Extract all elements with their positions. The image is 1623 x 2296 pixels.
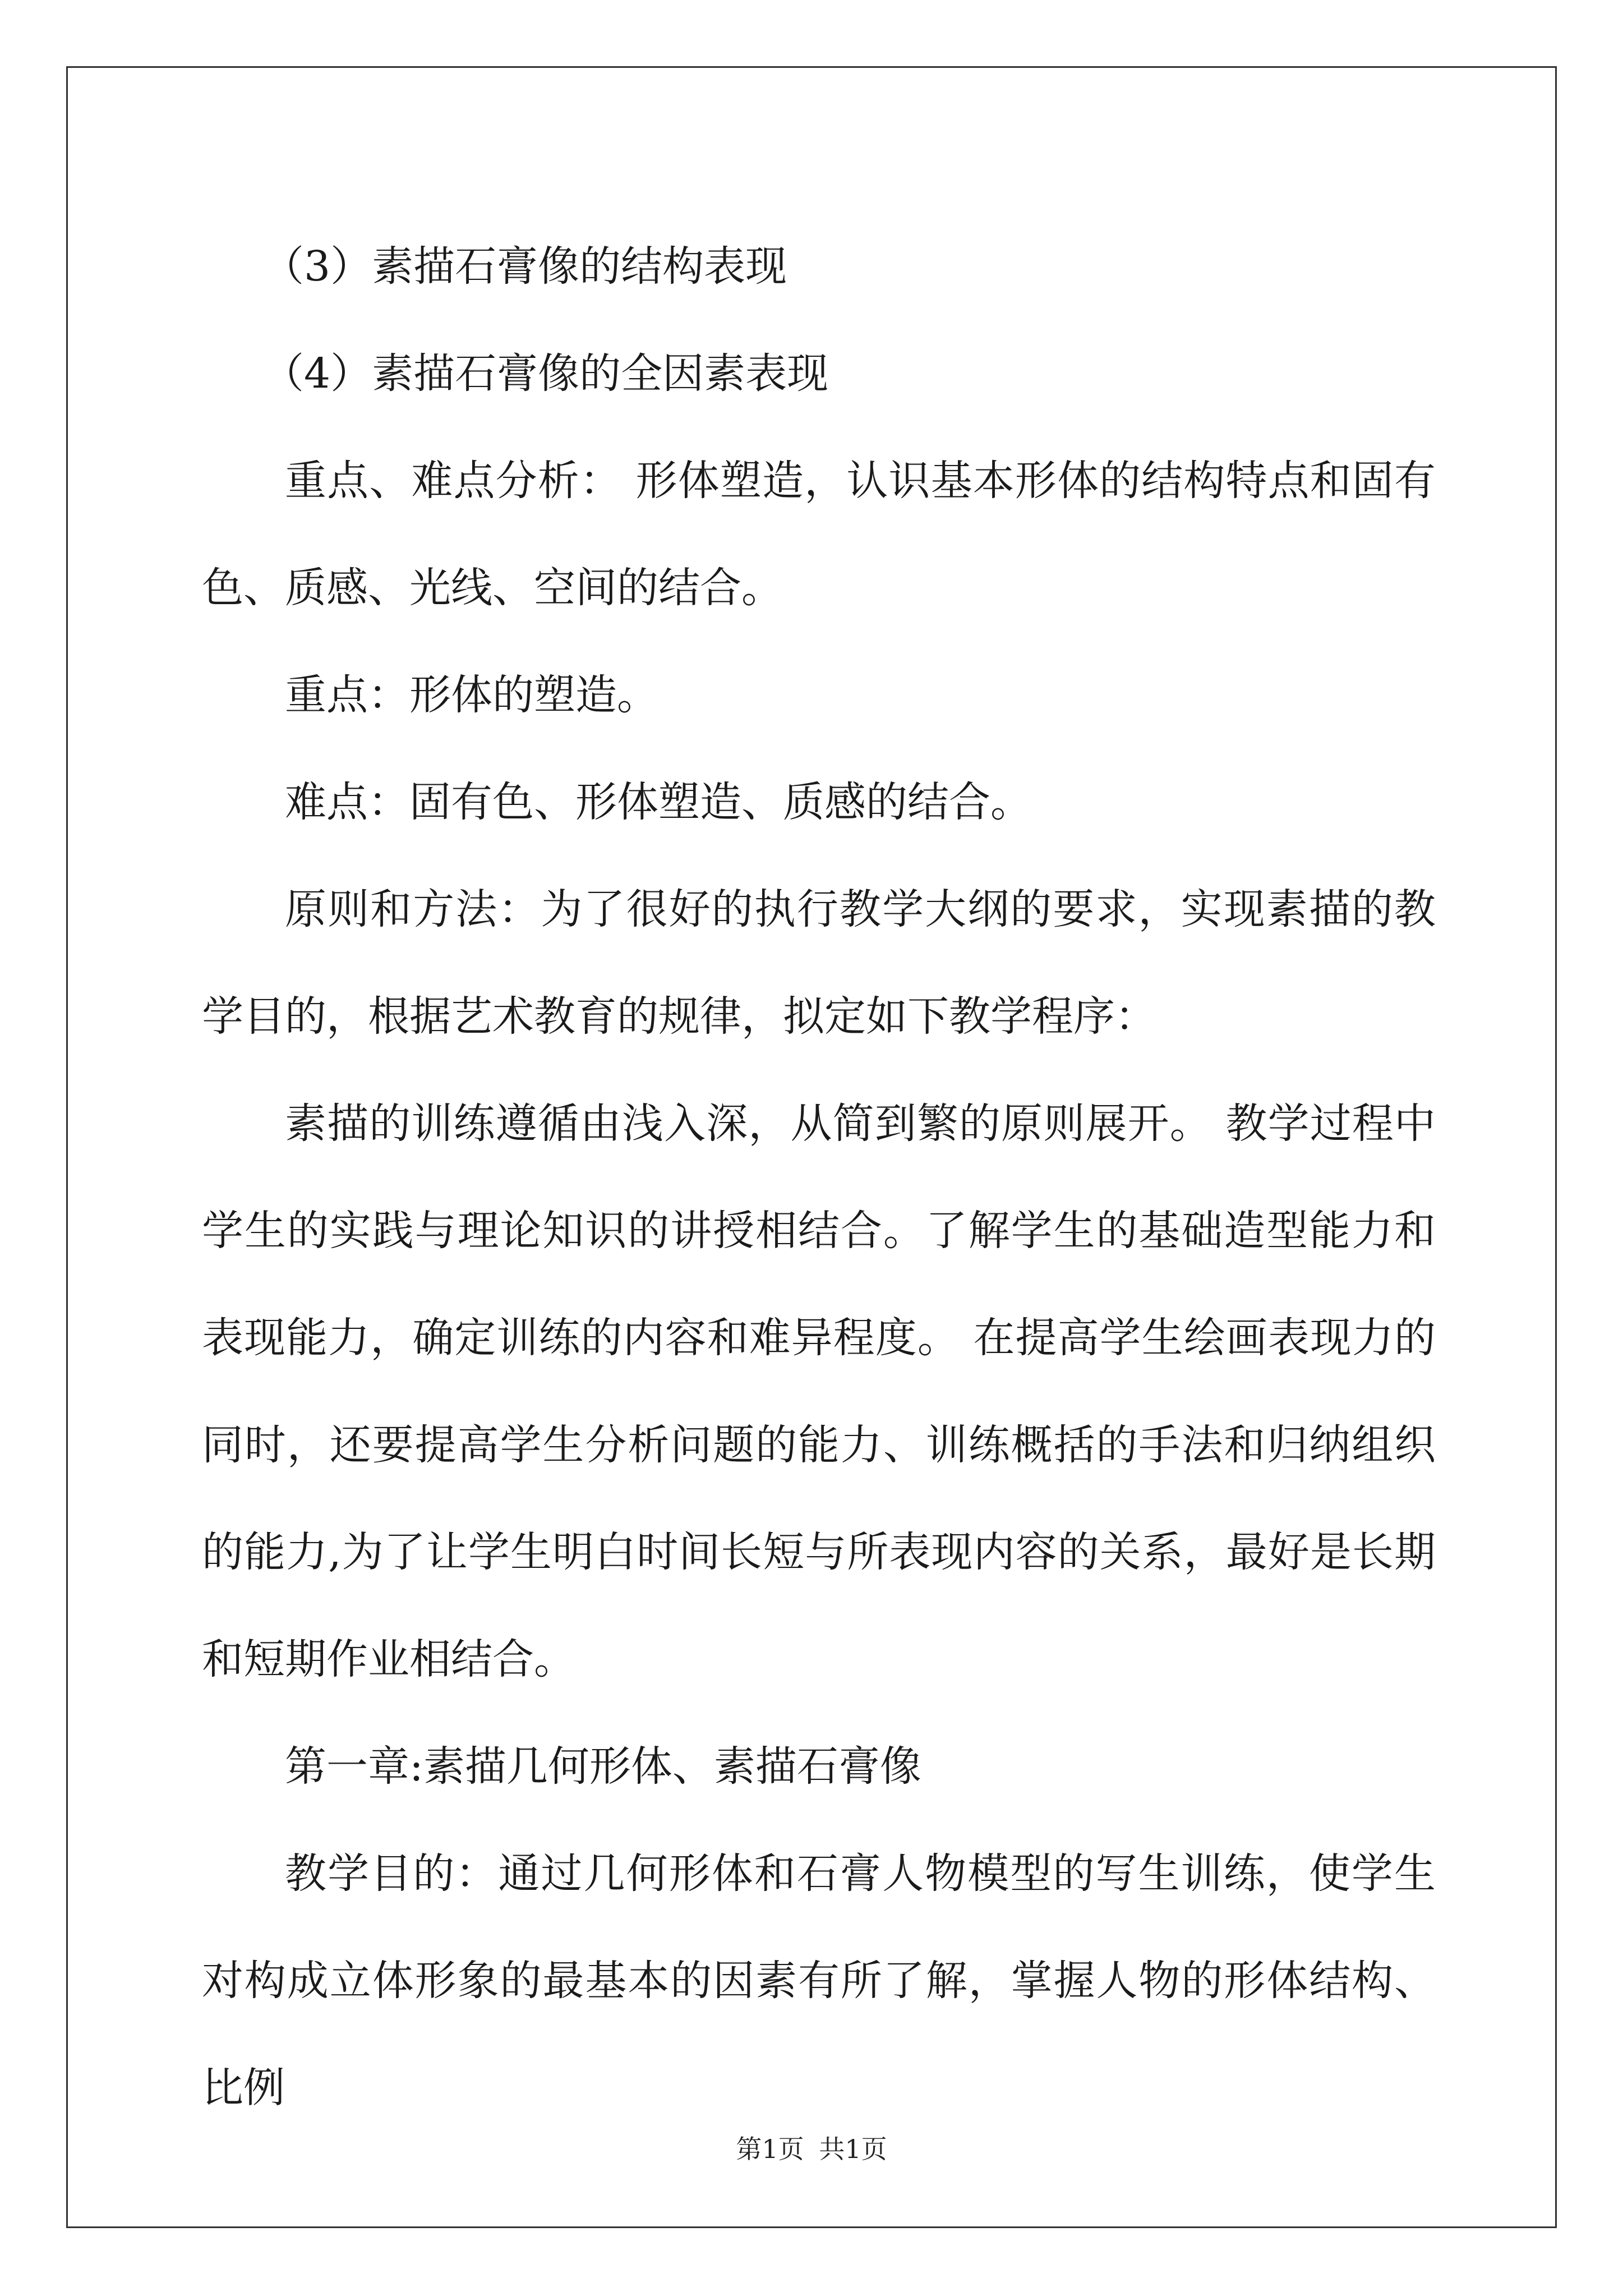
- page-footer: [0, 2129, 1623, 2166]
- key-difficulty-analysis: 重点、难点分析： 形体塑造，认识基本形体的结构特点和固有色、质感、光线、空间的结合。: [202, 457, 1436, 612]
- list-item-3: （3）素描石膏像的结构表现: [262, 242, 787, 291]
- training-description: 素描的训练遵循由浅入深，从简到繁的原则展开。 教学过程中学生的实践与理论知识的讲授相结合。了解学生的基础造型能力和表现能力，确定训练的内容和难异程度。 在提高学生绘画表现力的同时，还要提高学生分析问题的能力、训练概括的手法和归纳组织的能力,为了让学生明白时间长短与所表现内容的关系，最好是长期和短期作业相结合。: [202, 1099, 1436, 1683]
- key-point: 重点：形体的塑造。: [285, 671, 658, 719]
- chapter-heading: 第一章:素描几何形体、素描石膏像: [285, 1742, 921, 1791]
- teaching-objective: 教学目的：通过几何形体和石膏人物模型的写生训练，使学生对构成立体形象的最基本的因素有所了解，掌握人物的形体结构、比例: [202, 1849, 1436, 2112]
- list-item-4: （4）素描石膏像的全因素表现: [262, 349, 829, 398]
- principles-methods: 原则和方法：为了很好的执行教学大纲的要求，实现素描的教学目的，根据艺术教育的规律，拟定如下教学程序：: [202, 885, 1436, 1041]
- document-body: [202, 213, 1436, 2142]
- difficulty-point: 难点：固有色、形体塑造、质感的结合。: [285, 778, 1032, 826]
- page-total: 共1页: [819, 2134, 887, 2164]
- page-number: 第1页: [736, 2134, 804, 2164]
